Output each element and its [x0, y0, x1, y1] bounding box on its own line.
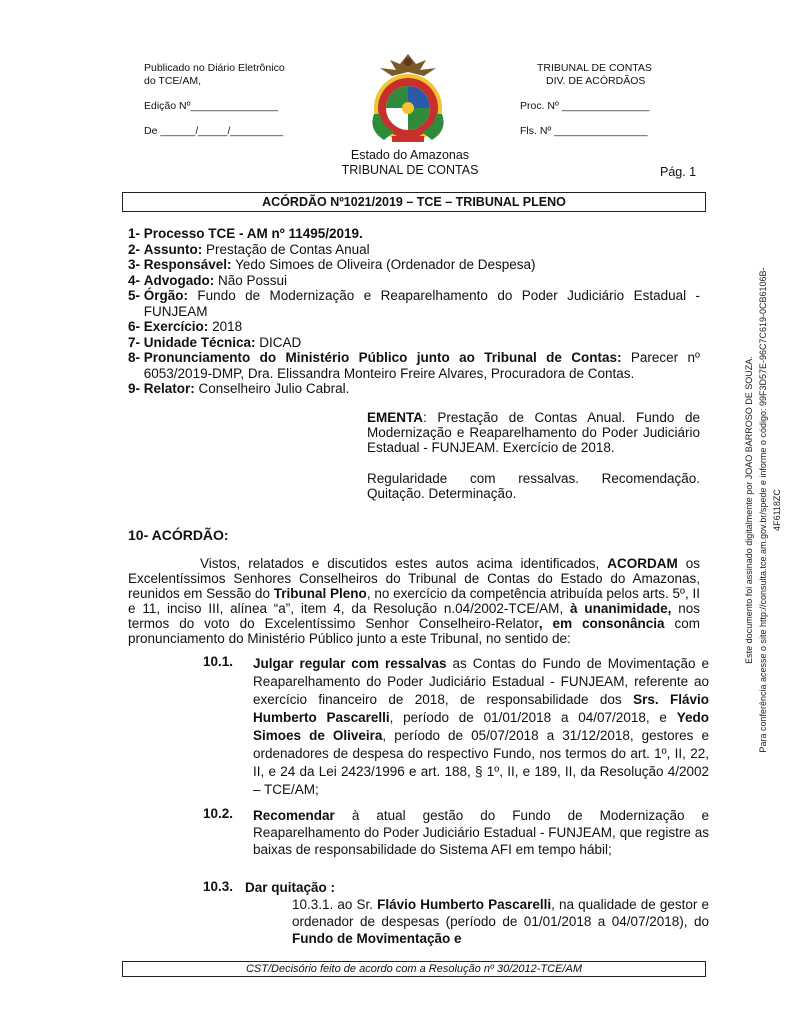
- subsection-101-text: Julgar regular com ressalvas as Contas do Fundo de Movimentação e Reaparelhamento do Poder Judiciário Estadual - FUNJEAM, referente ao exercício financeiro de 2018, de responsabilidade dos Srs. Flávio Humberto Pascarelli, período de 01/01/2018 a 04/07/2018, e Yedo Simoes de Oliveira, período de 05/07/2018 a 31/12/2018, gestores e ordenadores de despesa do respectivo Fundo, nos termos do art. 1º, II, 22, II, e 24 da Lei 2423/1996 e art. 188, § 1º, II, e 189, II, da Resolução 4/2002 – TCE/AM;: [253, 656, 709, 797]
- publication-line2: do TCE/AM,: [144, 75, 201, 87]
- decision-paragraph: Vistos, relatados e discutidos estes autos acima identificados, ACORDAM os Excelentíssimos Senhores Conselheiros do Tribunal de Contas do Estado do Amazonas, reunidos em Sessão do Tribunal Pleno, no exercício da competência atribuída pelos arts. 5º, II e 11, inciso III, alínea “a”, item 4, da Resolução n.04/2002-TCE/AM, à unanimidade, nos termos do voto do Excelentíssimo Senhor Conselheiro-Relator, em consonância com pronunciamento do Ministério Público junto a este Tribunal, no sentido de:: [128, 556, 701, 646]
- list-item: 2- Assunto: Prestação de Contas Anual: [128, 241, 370, 257]
- court-info: [520, 62, 690, 138]
- publication-line1: Publicado no Diário Eletrônico: [144, 62, 285, 74]
- ementa-block: [367, 410, 700, 501]
- publication-info: [144, 62, 304, 138]
- court-heading: TRIBUNAL DE CONTAS: [341, 163, 479, 177]
- case-details-list: [128, 226, 700, 397]
- list-item: 8- Pronunciamento do Ministério Público junto ao Tribunal de Contas: Parecer nº 6053/2019-DMP, Dra. Elissandra Monteiro Freire Alvares, Procuradora de Contas.: [128, 350, 700, 381]
- list-item: 1- Processo TCE - AM nº 11495/2019.: [128, 226, 363, 241]
- state-name: Estado do Amazonas: [350, 148, 470, 162]
- list-item: 6- Exercício: 2018: [128, 319, 243, 334]
- publication-date: De ______/_____/_________: [144, 125, 283, 137]
- footer-note: CST/Decisório feito de acordo com a Resolução nº 30/2012-TCE/AM: [122, 961, 706, 977]
- list-item: 5- Órgão: Fundo de Modernização e Reaparelhamento do Poder Judiciário Estadual - FUNJEAM: [128, 288, 700, 319]
- subsection-102-text: Recomendar à atual gestão do Fundo de Modernização e Reaparelhamento do Poder Judiciário Estadual - FUNJEAM, que registre as baixas de responsabilidade do Sistema AFI em tempo hábil;: [253, 808, 709, 857]
- ementa-conclusion: Regularidade com ressalvas. Recomendação. Quitação. Determinação.: [367, 471, 700, 501]
- list-item: 3- Responsável: Yedo Simoes de Oliveira (Ordenador de Despesa): [128, 257, 536, 272]
- subsection-number: 10.1.: [203, 654, 234, 669]
- page-number: Pág. 1: [660, 165, 697, 179]
- amazonas-coat-of-arms-icon: [360, 52, 456, 146]
- document-title: ACÓRDÃO Nº1021/2019 – TCE – TRIBUNAL PLENO: [122, 192, 706, 212]
- subsection-number: 10.2.: [203, 806, 234, 821]
- subsection-number: 10.3.: [203, 879, 234, 894]
- state-heading: [330, 148, 490, 178]
- court-division: DIV. DE ACÓRDÃOS: [546, 75, 646, 87]
- ementa-label: EMENTA: [367, 410, 423, 425]
- digital-signature-note: Este documento foi assinado digitalmente por JOAO BARROSO DE SOUZA. Para conferência acesse o site http://consulta.tce.am.gov.br/spede e informe o código: 99F3D57E-96C7C619-0CB6106B-4F6118ZC: [744, 267, 782, 753]
- edition-number: Edição Nº_______________: [144, 100, 279, 112]
- page-count-field: Fls. Nº ________________: [520, 125, 648, 137]
- subsection-103-heading: Dar quitação :: [245, 880, 336, 895]
- court-name: TRIBUNAL DE CONTAS: [537, 62, 652, 74]
- section-title: 10- ACÓRDÃO:: [128, 527, 229, 543]
- ementa-text: : Prestação de Contas Anual. Fundo de Modernização e Reaparelhamento do Poder Judiciário Estadual - FUNJEAM. Exercício de 2018.: [367, 410, 700, 455]
- subsection-1031-text: 10.3.1. ao Sr. Flávio Humberto Pascarelli, na qualidade de gestor e ordenador de despesas (período de 01/01/2018 a 04/07/2018), do Fundo de Movimentação e: [292, 897, 710, 946]
- list-item: 7- Unidade Técnica: DICAD: [128, 334, 302, 350]
- list-item: 9- Relator: Conselheiro Julio Cabral.: [128, 381, 350, 396]
- list-item: 4- Advogado: Não Possui: [128, 272, 288, 288]
- process-number-field: Proc. Nº _______________: [520, 100, 650, 112]
